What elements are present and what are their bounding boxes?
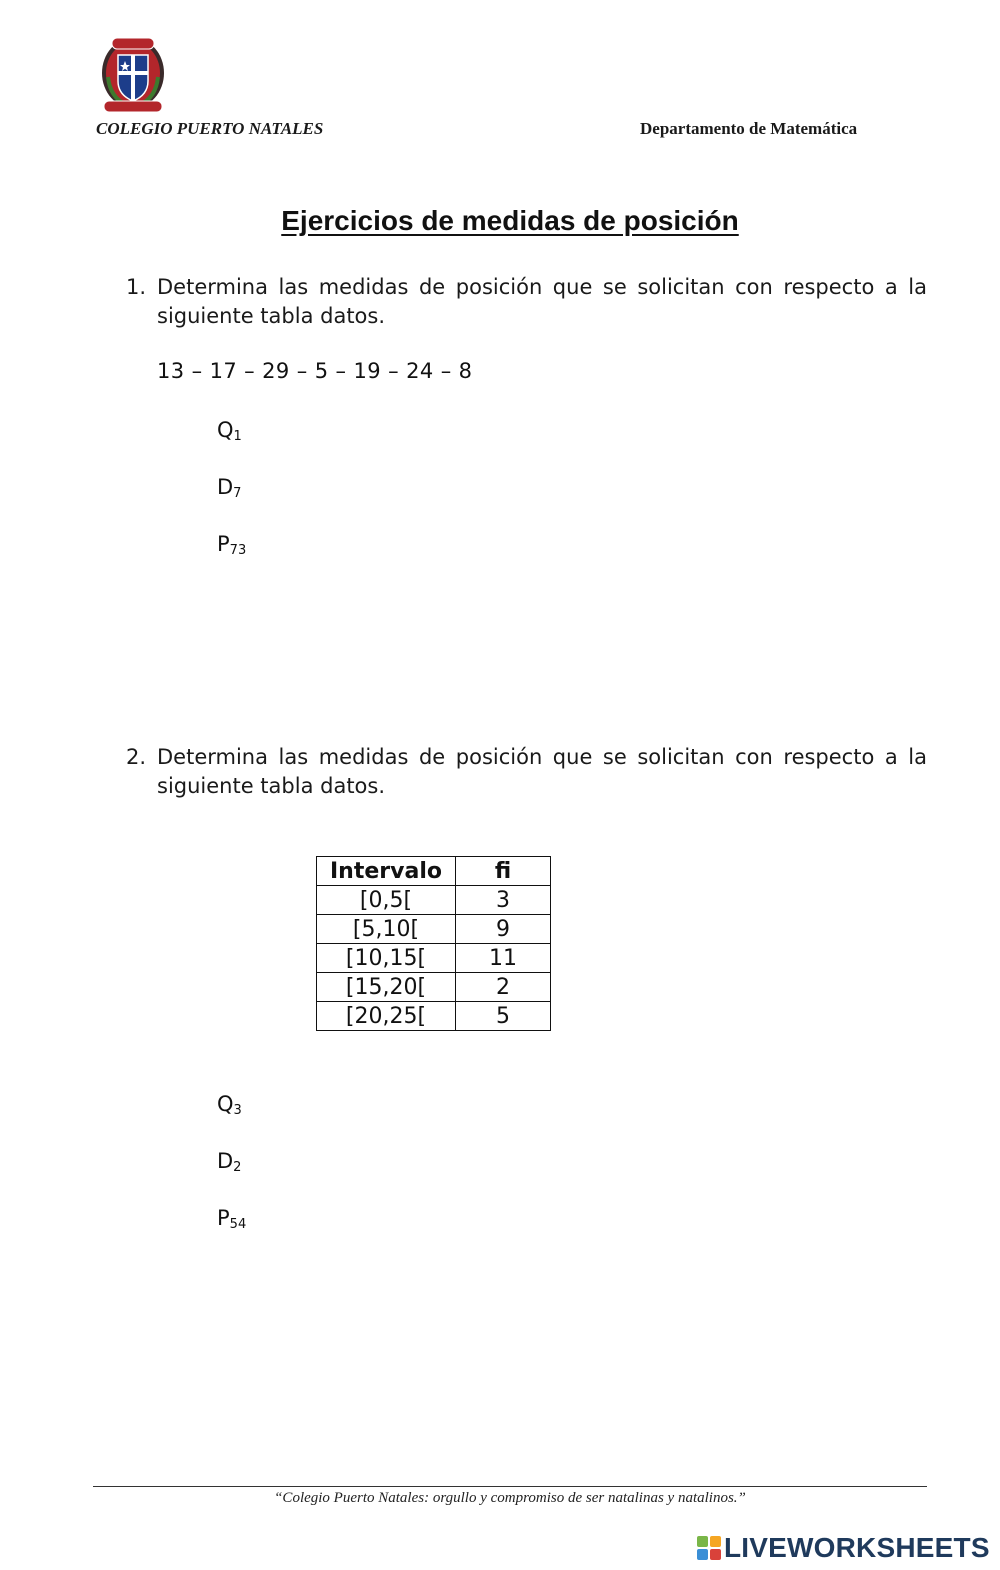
table-row (317, 886, 551, 915)
table-cell-interval: [10,15[ (317, 944, 456, 973)
liveworksheets-brand[interactable] (697, 1532, 990, 1564)
department-name: Departamento de Matemática (640, 119, 858, 138)
table-cell-interval: [5,10[ (317, 915, 456, 944)
table-header-row (317, 857, 551, 886)
frequency-table (316, 856, 551, 1031)
exercise-1-number: 1. (126, 275, 147, 299)
school-logo (98, 33, 168, 117)
footer-motto: “Colegio Puerto Natales: orgullo y compromiso de ser natalinas y natalinos.” (274, 1490, 746, 1506)
measure-d7: $D_7$ (217, 475, 242, 501)
table-row (317, 973, 551, 1002)
page-title: Ejercicios de medidas de posición (281, 205, 739, 236)
measure-q1: $Q_1$ (217, 418, 242, 444)
table-cell-interval: [0,5[ (317, 886, 456, 915)
table-header-intervalo: Intervalo (317, 857, 456, 886)
liveworksheets-logo-icon (697, 1536, 721, 1560)
table-cell-fi: 2 (456, 973, 551, 1002)
table-cell-fi: 9 (456, 915, 551, 944)
measure-d2: $D_2$ (217, 1149, 242, 1175)
exercise-2-number: 2. (126, 745, 147, 769)
table-row (317, 915, 551, 944)
exercise-1-text: Determina las medidas de posición que se solicitan con respecto a la siguiente tabla datos. (157, 275, 927, 328)
table-header-fi: fi (456, 857, 551, 886)
measure-q3: $Q_3$ (217, 1092, 242, 1118)
measure-p54: $P_{54}$ (217, 1206, 247, 1232)
table-row (317, 1002, 551, 1031)
exercise-1-data: 13 – 17 – 29 – 5 – 19 – 24 – 8 (157, 359, 473, 383)
table-cell-fi: 3 (456, 886, 551, 915)
table-row (317, 944, 551, 973)
school-name: COLEGIO PUERTO NATALES (96, 119, 324, 138)
footer-divider (93, 1486, 927, 1487)
measure-p73: $P_{73}$ (217, 532, 247, 558)
table-cell-fi: 11 (456, 944, 551, 973)
exercise-2-text: Determina las medidas de posición que se solicitan con respecto a la siguiente tabla datos. (157, 745, 927, 798)
liveworksheets-wordmark: LIVEWORKSHEETS (724, 1532, 990, 1563)
table-cell-interval: [20,25[ (317, 1002, 456, 1031)
table-cell-interval: [15,20[ (317, 973, 456, 1002)
table-cell-fi: 5 (456, 1002, 551, 1031)
